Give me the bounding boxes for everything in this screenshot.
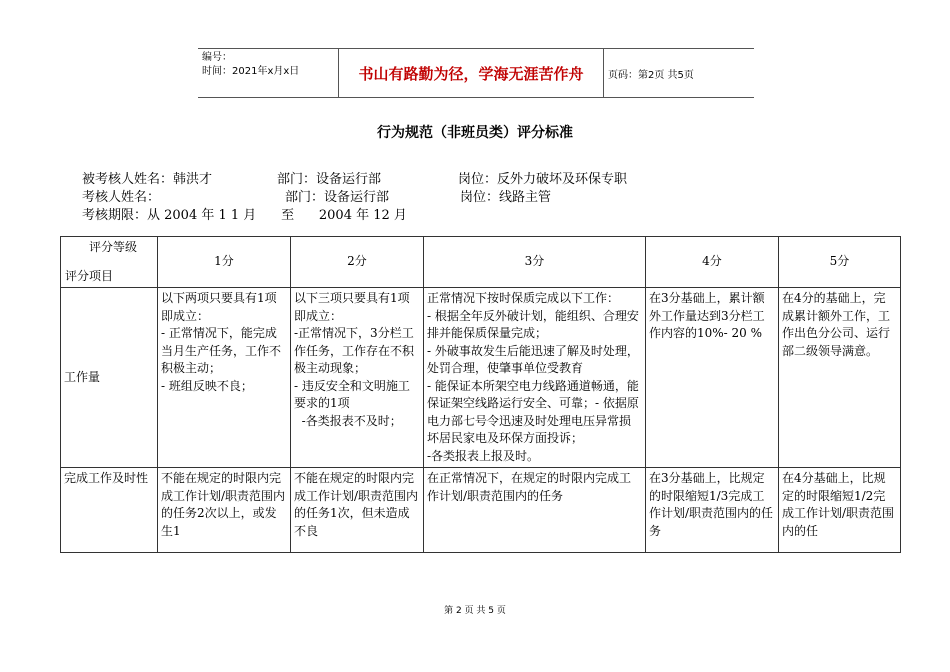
criteria-cell: 在4分的基础上，完成累计额外工作，工作出色分公司、运行部二级领导满意。 (779, 288, 901, 468)
criteria-cell (646, 468, 779, 553)
page-header (198, 48, 754, 98)
document-date: 时间：2021年x月x日 (202, 66, 300, 77)
assessment-period: 考核期限：从 2004 年 1 1 月 至 2004 年 12 月 (82, 208, 407, 223)
criteria-cell (779, 468, 901, 553)
criteria-text: 在4分基础上，比规定的时限缩短1/2完成工作计划/职责范围内的任 (782, 471, 895, 538)
table-header-row (61, 237, 901, 288)
score-header-5: 5分 (779, 237, 901, 288)
criteria-cell: 正常情况下按时保质完成以下工作： - 根据全年反外破计划，能组织、合理安排并能保质保量完成； - 外破事故发生后能迅速了解及时处理，处罚合理，使肇事单位受教育 - 能保证本所架空电力线路通道畅通，能保证架空线路运行安全、可靠；- 依据原电力部七号令迅速及时处理电压异常损坏居民家电及环保方面投诉； -各类报表上报及时。 (424, 288, 646, 468)
assessor-name: 考核人姓名： (82, 190, 161, 205)
score-header-1: 1分 (158, 237, 291, 288)
header-meta (202, 51, 299, 79)
corner-header-cell (61, 237, 158, 288)
score-header-2: 2分 (291, 237, 424, 288)
criteria-text: 在正常情况下，在规定的时限内完成工作计划/职责范围内的任务 (427, 471, 632, 503)
assessor-department: 部门：设备运行部 (285, 190, 390, 205)
row-label-text: 完成工作及时性 (64, 471, 149, 485)
criteria-cell (424, 468, 646, 553)
score-header-3: 3分 (424, 237, 646, 288)
criteria-text: 在3分基础上，比规定的时限缩短1/3完成工作计划/职责范围内的任务 (649, 471, 774, 538)
score-header-4: 4分 (646, 237, 779, 288)
corner-label-item: 评分项目 (65, 268, 114, 283)
assessee-department: 部门：设备运行部 (277, 172, 382, 187)
page-footer: 第 2 页 共 5 页 (444, 606, 506, 616)
assessee-name: 被考核人姓名：韩洪才 (82, 172, 213, 187)
criteria-text: 不能在规定的时限内完成工作计划/职责范围内的任务2次以上，或发生1 (161, 471, 286, 538)
assessor-post: 岗位：线路主管 (460, 190, 552, 205)
corner-label-grade: 评分等级 (88, 240, 137, 254)
scoring-table (60, 236, 901, 553)
header-page-info: 页码：第2页 共5页 (608, 70, 694, 81)
row-label-timeliness (61, 468, 158, 553)
document-number-label: 编号： (202, 52, 232, 63)
row-label-workload: 工作量 (61, 288, 158, 468)
table-row (61, 468, 901, 553)
header-motto: 书山有路勤为径，学海无涯苦作舟 (338, 49, 604, 97)
criteria-cell (158, 468, 291, 553)
criteria-cell: 以下两项只要具有1项即成立： - 正常情况下，能完成当月生产任务，工作不积极主动； - 班组反映不良； (158, 288, 291, 468)
criteria-cell (291, 468, 424, 553)
criteria-cell: 在3分基础上，累计额外工作量达到3分栏工作内容的10%- 20 % (646, 288, 779, 468)
table-row (61, 288, 901, 468)
criteria-text: 不能在规定的时限内完成工作计划/职责范围内的任务1次，但未造成不良 (294, 471, 419, 538)
criteria-cell: 以下三项只要具有1项即成立： -正常情况下，3分栏工作任务，工作存在不积极主动现象； - 违反安全和文明施工要求的1项 -各类报表不及时； (291, 288, 424, 468)
assessee-post: 岗位：反外力破坏及环保专职 (458, 172, 628, 187)
document-title: 行为规范（非班员类）评分标准 (377, 125, 573, 141)
